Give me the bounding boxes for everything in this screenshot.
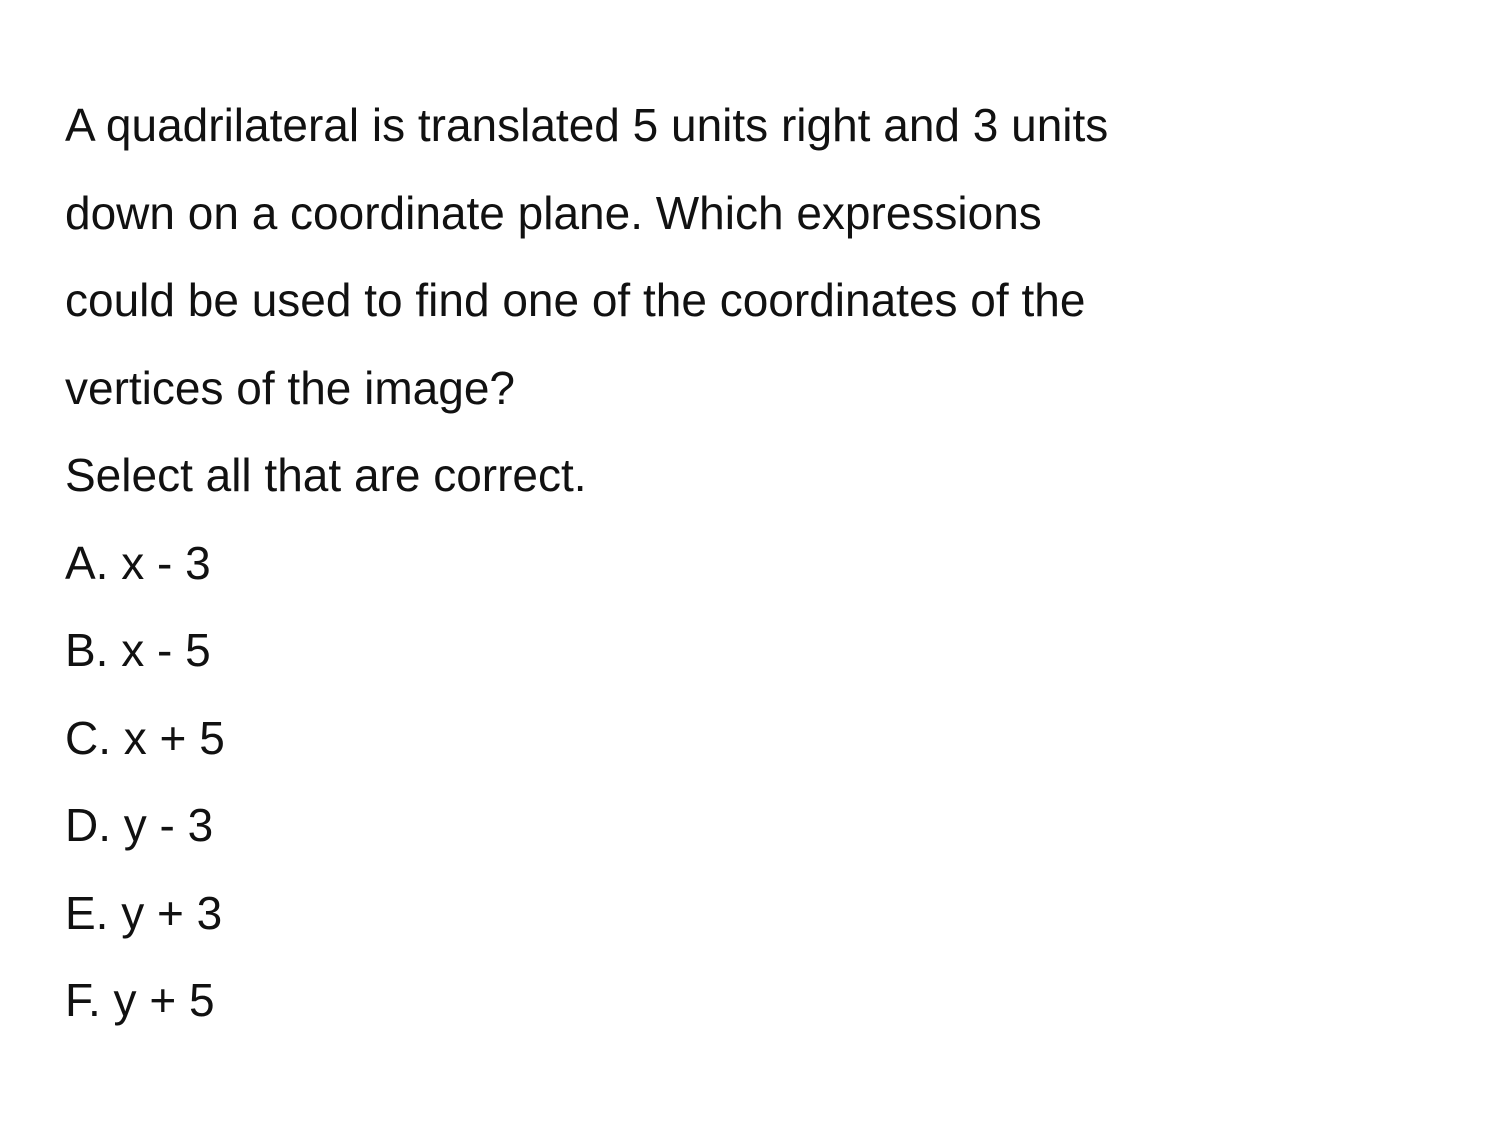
option-f[interactable]: F. y + 5 [65,974,215,1026]
instruction-text: Select all that are correct. [65,449,587,501]
option-c[interactable]: C. x + 5 [65,711,225,764]
option-b[interactable]: B. x - 5 [65,624,211,676]
option-d[interactable]: D. y - 3 [65,799,214,851]
answer-options [65,520,1465,1045]
question-line: vertices of the image? [65,361,516,414]
question-stem [65,82,1465,432]
question-line: down on a coordinate plane. Which expressions [65,186,1042,239]
option-a[interactable]: A. x - 3 [65,536,211,589]
question-line: A quadrilateral is translated 5 units right and 3 units [65,99,1109,151]
question-document [65,82,1465,1045]
option-e[interactable]: E. y + 3 [65,886,223,939]
question-line: could be used to find one of the coordinates of the [65,274,1086,326]
